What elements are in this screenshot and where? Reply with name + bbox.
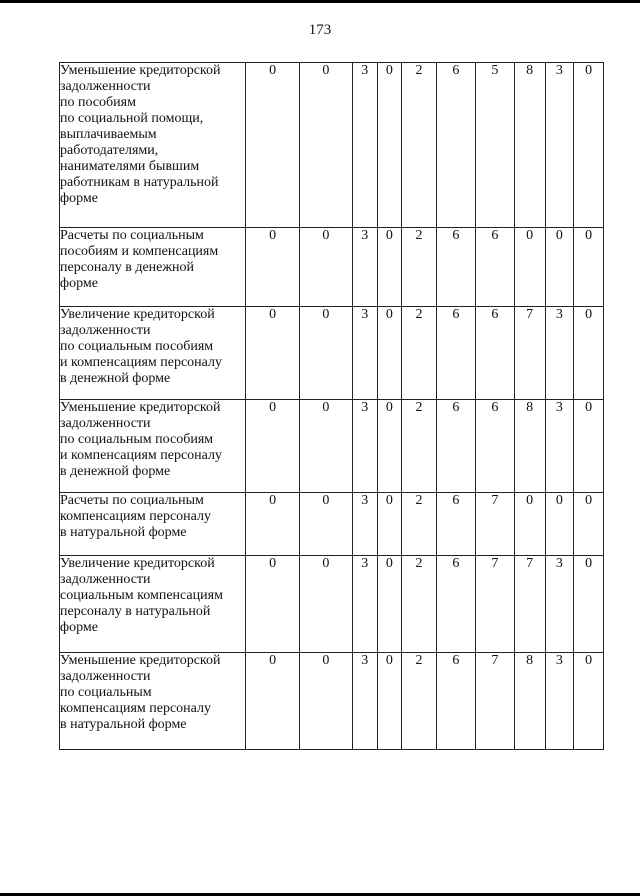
code-cell: 3	[352, 556, 377, 653]
code-cell: 2	[402, 228, 437, 307]
code-cell: 0	[377, 653, 402, 750]
code-cell: 3	[352, 63, 377, 228]
row-label: Уменьшение кредиторской задолженности по социальным компенсациям персоналу в натуральной форме	[60, 653, 221, 732]
code-cell: 0	[246, 228, 299, 307]
code-cell: 0	[377, 63, 402, 228]
row-label: Уменьшение кредиторской задолженности по пособиям по социальной помощи, выплачиваемым работодателями, нанимателями бывшим работникам в натуральной форме	[60, 63, 221, 206]
row-label: Уменьшение кредиторской задолженности по социальным пособиям и компенсациям персоналу в денежной форме	[60, 400, 222, 479]
table-row	[60, 400, 604, 493]
code-cell: 0	[299, 493, 352, 556]
code-cell: 7	[514, 556, 545, 653]
code-cell: 0	[574, 63, 604, 228]
code-cell: 8	[514, 63, 545, 228]
code-cell: 7	[475, 556, 514, 653]
code-cell: 0	[299, 653, 352, 750]
code-cell: 0	[299, 228, 352, 307]
code-cell: 0	[574, 556, 604, 653]
row-label-cell	[60, 228, 246, 307]
code-cell: 0	[514, 228, 545, 307]
document-table	[59, 62, 604, 750]
code-cell: 3	[545, 63, 574, 228]
code-cell: 3	[545, 653, 574, 750]
code-cell: 3	[352, 653, 377, 750]
code-cell: 0	[574, 493, 604, 556]
row-label-cell	[60, 400, 246, 493]
code-cell: 2	[402, 556, 437, 653]
code-cell: 0	[246, 556, 299, 653]
code-cell: 0	[246, 493, 299, 556]
code-cell: 6	[436, 228, 475, 307]
code-cell: 2	[402, 653, 437, 750]
code-cell: 8	[514, 653, 545, 750]
code-cell: 3	[545, 556, 574, 653]
code-cell: 0	[377, 556, 402, 653]
code-cell: 0	[377, 307, 402, 400]
code-cell: 2	[402, 400, 437, 493]
code-cell: 3	[352, 228, 377, 307]
code-cell: 6	[436, 653, 475, 750]
code-cell: 2	[402, 493, 437, 556]
code-cell: 0	[299, 400, 352, 493]
row-label-cell	[60, 493, 246, 556]
code-cell: 0	[574, 228, 604, 307]
code-cell: 6	[436, 556, 475, 653]
code-cell: 3	[352, 493, 377, 556]
code-cell: 7	[475, 493, 514, 556]
code-cell: 8	[514, 400, 545, 493]
code-cell: 0	[246, 400, 299, 493]
code-cell: 6	[436, 400, 475, 493]
code-cell: 2	[402, 63, 437, 228]
row-label-cell	[60, 63, 246, 228]
row-label-cell	[60, 307, 246, 400]
code-cell: 5	[475, 63, 514, 228]
code-cell: 6	[475, 228, 514, 307]
code-cell: 7	[514, 307, 545, 400]
code-cell: 0	[377, 400, 402, 493]
code-cell: 6	[475, 307, 514, 400]
table-row	[60, 307, 604, 400]
row-label: Увеличение кредиторской задолженности социальным компенсациям персоналу в натуральной форме	[60, 556, 223, 635]
code-cell: 0	[574, 653, 604, 750]
code-cell: 6	[436, 63, 475, 228]
table-row	[60, 63, 604, 228]
code-cell: 0	[377, 228, 402, 307]
scan-edge-top	[0, 0, 640, 3]
table-row	[60, 556, 604, 653]
page-number: 173	[308, 22, 332, 38]
row-label: Увеличение кредиторской задолженности по социальным пособиям и компенсациям персоналу в денежной форме	[60, 307, 222, 386]
table-row	[60, 228, 604, 307]
row-label-cell	[60, 653, 246, 750]
code-cell: 0	[246, 653, 299, 750]
code-cell: 0	[299, 63, 352, 228]
code-cell: 3	[545, 400, 574, 493]
code-cell: 6	[436, 493, 475, 556]
code-cell: 0	[299, 556, 352, 653]
code-cell: 3	[352, 307, 377, 400]
row-label: Расчеты по социальным пособиям и компенсациям персоналу в денежной форме	[60, 228, 219, 291]
code-cell: 0	[514, 493, 545, 556]
code-cell: 0	[377, 493, 402, 556]
code-cell: 2	[402, 307, 437, 400]
table-row	[60, 653, 604, 750]
code-cell: 0	[246, 63, 299, 228]
code-cell: 6	[475, 400, 514, 493]
row-label-cell	[60, 556, 246, 653]
row-label: Расчеты по социальным компенсациям персоналу в натуральной форме	[60, 493, 211, 540]
code-cell: 7	[475, 653, 514, 750]
code-cell: 3	[352, 400, 377, 493]
code-cell: 0	[574, 400, 604, 493]
code-cell: 0	[545, 228, 574, 307]
code-cell: 0	[299, 307, 352, 400]
code-cell: 6	[436, 307, 475, 400]
code-cell: 0	[246, 307, 299, 400]
code-cell: 0	[545, 493, 574, 556]
code-cell: 0	[574, 307, 604, 400]
code-cell: 3	[545, 307, 574, 400]
table-row	[60, 493, 604, 556]
